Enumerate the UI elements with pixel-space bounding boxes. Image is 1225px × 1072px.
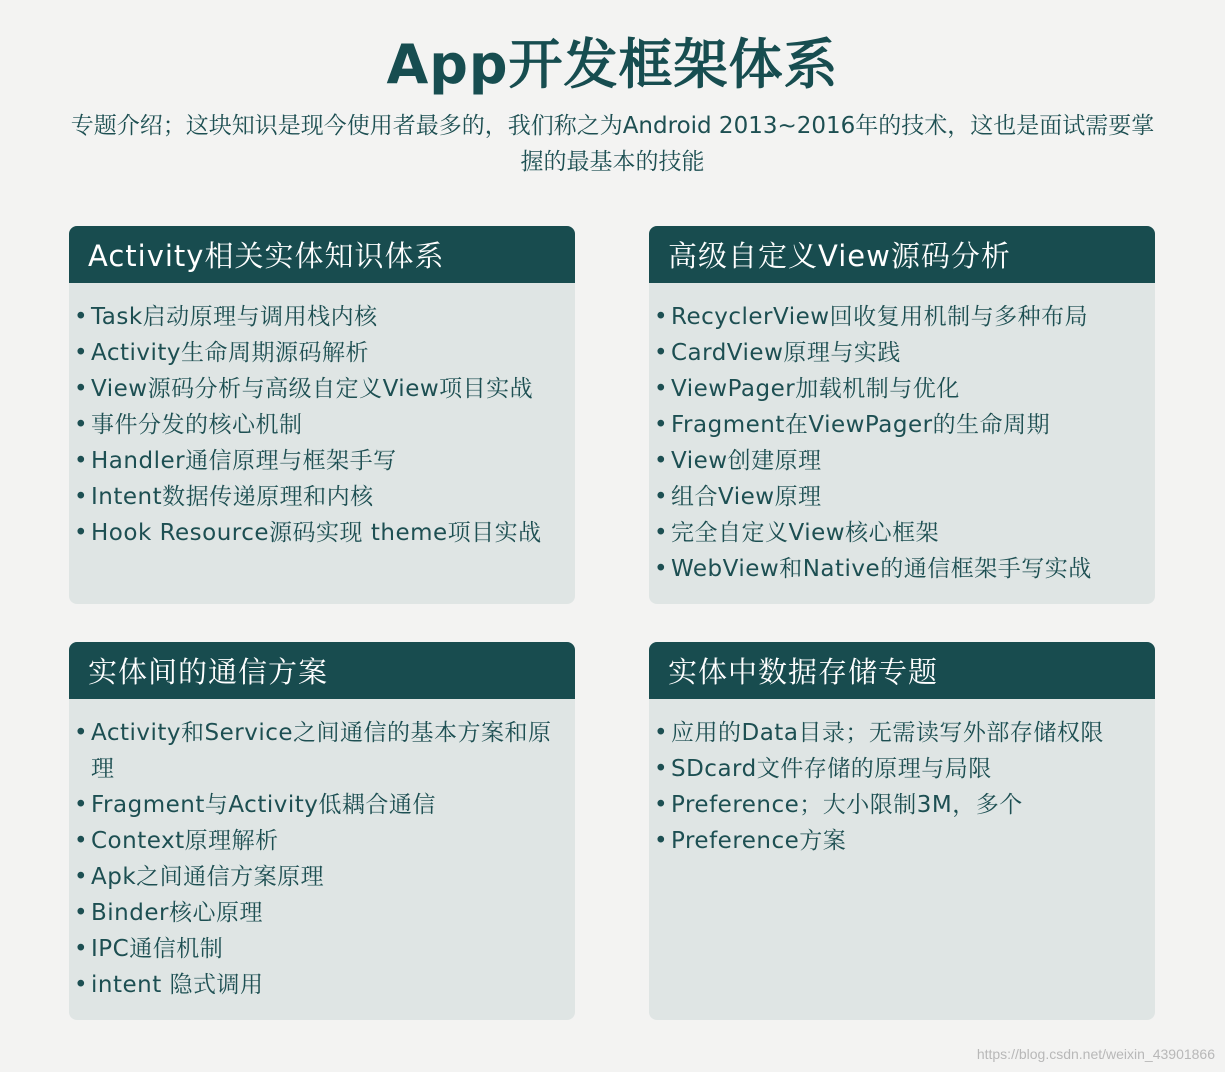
list-item — [74, 859, 559, 895]
bullet-icon: • — [74, 484, 89, 510]
list-item-label: View源码分析与高级自定义View项目实战 — [91, 376, 534, 402]
bullet-icon: • — [654, 484, 669, 510]
list-item-label: 完全自定义View核心框架 — [671, 520, 940, 546]
list-item-label: Preference方案 — [671, 828, 847, 854]
bullet-icon: • — [654, 756, 669, 782]
list-item-label: Binder核心原理 — [91, 900, 263, 926]
bullet-icon: • — [74, 792, 89, 818]
bullet-icon: • — [654, 340, 669, 366]
list-item-label: Fragment与Activity低耦合通信 — [91, 792, 436, 818]
list-item — [74, 407, 559, 443]
bullet-icon: • — [654, 448, 669, 474]
list-item — [74, 515, 559, 551]
list-item-label: 应用的Data目录；无需读写外部存储权限 — [671, 720, 1104, 746]
list-item-label: Preference；大小限制3M，多个 — [671, 792, 1023, 818]
card-data-storage — [649, 642, 1155, 1020]
list-item — [654, 443, 1139, 479]
list-item — [74, 443, 559, 479]
list-item-label: IPC通信机制 — [91, 936, 224, 962]
list-item — [74, 335, 559, 371]
list-item-label: Task启动原理与调用栈内核 — [91, 304, 378, 330]
bullet-icon: • — [74, 936, 89, 962]
bullet-icon: • — [74, 304, 89, 330]
list-item-label: 组合View原理 — [671, 484, 822, 510]
page-title: App开发框架体系 — [386, 33, 839, 96]
card-list — [69, 699, 575, 1003]
card-custom-view — [649, 226, 1155, 604]
list-item — [74, 823, 559, 859]
list-item — [654, 751, 1139, 787]
card-list — [649, 699, 1155, 859]
bullet-icon: • — [74, 376, 89, 402]
card-header: 实体中数据存储专题 — [649, 642, 1155, 699]
card-activity-knowledge — [69, 226, 575, 604]
list-item — [654, 299, 1139, 335]
list-item — [74, 931, 559, 967]
list-item-label: Fragment在ViewPager的生命周期 — [671, 412, 1051, 438]
list-item-label: Handler通信原理与框架手写 — [91, 448, 397, 474]
list-item-label: CardView原理与实践 — [671, 340, 901, 366]
list-item — [654, 335, 1139, 371]
list-item-label: Hook Resource源码实现 theme项目实战 — [91, 520, 542, 546]
list-item — [74, 967, 559, 1003]
list-item — [654, 515, 1139, 551]
list-item — [654, 715, 1139, 751]
list-item — [74, 715, 559, 787]
bullet-icon: • — [654, 304, 669, 330]
list-item — [654, 407, 1139, 443]
list-item — [654, 551, 1139, 587]
list-item-label: View创建原理 — [671, 448, 822, 474]
list-item-label: Activity和Service之间通信的基本方案和原理 — [91, 720, 552, 782]
list-item-label: intent 隐式调用 — [91, 972, 264, 998]
bullet-icon: • — [74, 828, 89, 854]
list-item-label: ViewPager加载机制与优化 — [671, 376, 960, 402]
list-item — [74, 787, 559, 823]
bullet-icon: • — [74, 720, 89, 746]
bullet-icon: • — [654, 792, 669, 818]
card-header: 高级自定义View源码分析 — [649, 226, 1155, 283]
list-item-label: Activity生命周期源码解析 — [91, 340, 370, 366]
card-header: Activity相关实体知识体系 — [69, 226, 575, 283]
list-item — [74, 371, 559, 407]
bullet-icon: • — [654, 412, 669, 438]
list-item-label: WebView和Native的通信框架手写实战 — [671, 556, 1092, 582]
bullet-icon: • — [74, 340, 89, 366]
list-item — [74, 895, 559, 931]
list-item — [654, 787, 1139, 823]
list-item-label: 事件分发的核心机制 — [91, 412, 303, 438]
bullet-icon: • — [74, 900, 89, 926]
bullet-icon: • — [74, 448, 89, 474]
list-item — [654, 479, 1139, 515]
card-header: 实体间的通信方案 — [69, 642, 575, 699]
bullet-icon: • — [654, 556, 669, 582]
list-item — [74, 479, 559, 515]
list-item-label: Context原理解析 — [91, 828, 279, 854]
bullet-icon: • — [654, 376, 669, 402]
list-item-label: SDcard文件存储的原理与局限 — [671, 756, 992, 782]
watermark: https://blog.csdn.net/weixin_43901866 — [976, 1046, 1215, 1062]
list-item-label: Intent数据传递原理和内核 — [91, 484, 374, 510]
card-list — [69, 283, 575, 551]
bullet-icon: • — [74, 412, 89, 438]
bullet-icon: • — [654, 720, 669, 746]
bullet-icon: • — [654, 520, 669, 546]
bullet-icon: • — [654, 828, 669, 854]
bullet-icon: • — [74, 864, 89, 890]
list-item — [654, 371, 1139, 407]
intro-text: 专题介绍；这块知识是现今使用者最多的，我们称之为Android 2013~2016年的技术，这也是面试需要掌握的最基本的技能 — [70, 113, 1155, 175]
list-item — [654, 823, 1139, 859]
list-item-label: Apk之间通信方案原理 — [91, 864, 325, 890]
list-item — [74, 299, 559, 335]
card-communication — [69, 642, 575, 1020]
bullet-icon: • — [74, 520, 89, 546]
card-list — [649, 283, 1155, 587]
list-item-label: RecyclerView回收复用机制与多种布局 — [671, 304, 1089, 330]
bullet-icon: • — [74, 972, 89, 998]
